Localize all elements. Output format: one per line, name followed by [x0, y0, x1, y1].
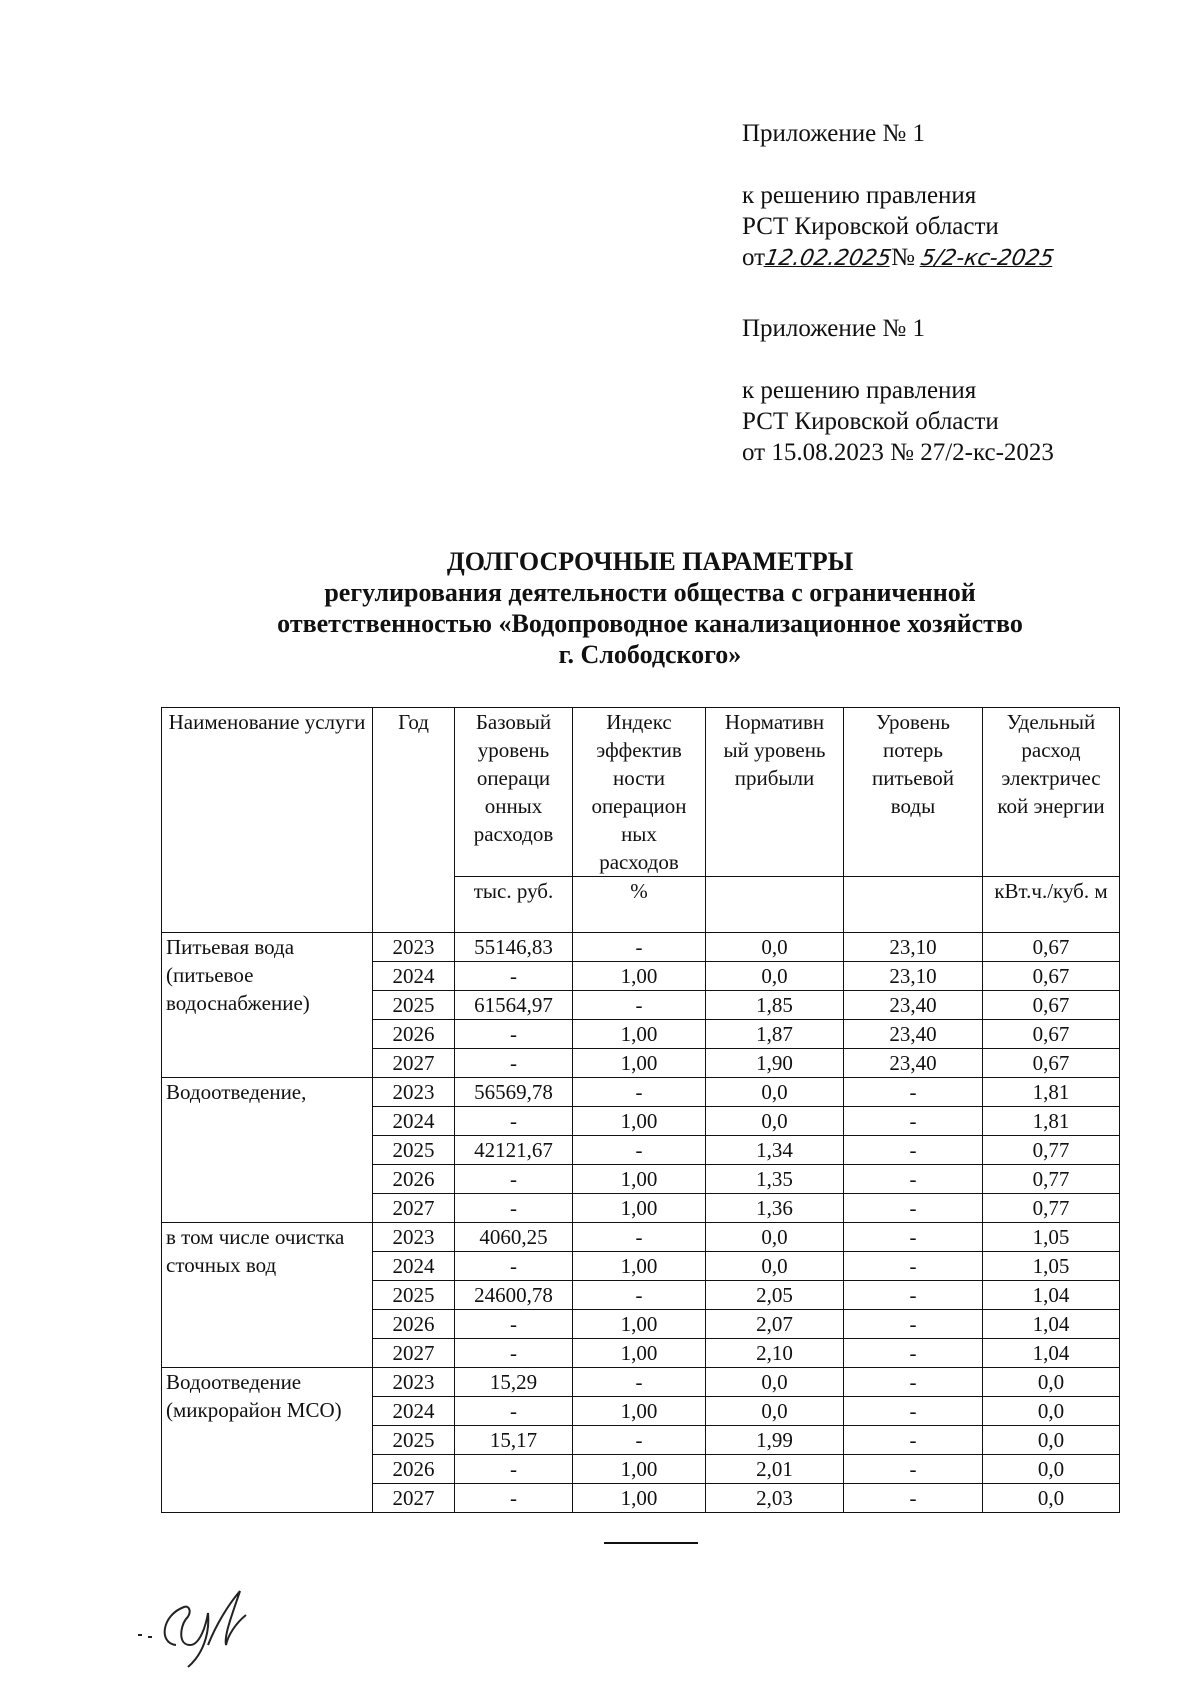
profit-cell: 0,0 [706, 1252, 844, 1281]
index-cell: - [573, 1426, 706, 1455]
energy-cell: 0,0 [983, 1484, 1120, 1513]
profit-cell: 0,0 [706, 1368, 844, 1397]
appendix-current-title: Приложение № 1 [742, 120, 926, 147]
index-cell: - [573, 1368, 706, 1397]
index-cell: 1,00 [573, 1049, 706, 1078]
losses-cell: - [844, 1223, 983, 1252]
year-cell: 2025 [373, 1281, 455, 1310]
profit-cell: 0,0 [706, 962, 844, 991]
year-cell: 2026 [373, 1455, 455, 1484]
profit-cell: 1,99 [706, 1426, 844, 1455]
profit-cell: 1,90 [706, 1049, 844, 1078]
handwritten-date: 12.02.2025 [762, 246, 894, 271]
profit-cell: 0,0 [706, 1397, 844, 1426]
losses-cell: 23,40 [844, 991, 983, 1020]
energy-cell: 0,0 [983, 1455, 1120, 1484]
losses-cell: - [844, 1107, 983, 1136]
header-energy-consumption: Удельный расход электричес кой энергии [983, 708, 1120, 877]
year-cell: 2026 [373, 1165, 455, 1194]
profit-cell: 2,10 [706, 1339, 844, 1368]
base-cell: 24600,78 [455, 1281, 573, 1310]
base-cell: - [455, 962, 573, 991]
appendix-previous-title: Приложение № 1 [742, 315, 926, 342]
appendix-current-line1: к решению правления [742, 182, 977, 209]
losses-cell: 23,10 [844, 962, 983, 991]
losses-cell: - [844, 1310, 983, 1339]
parameters-table [161, 707, 1120, 1513]
profit-cell: 2,01 [706, 1455, 844, 1484]
year-cell: 2023 [373, 933, 455, 962]
heading-line1: ДОЛГОСРОЧНЫЕ ПАРАМЕТРЫ [446, 547, 854, 576]
heading-line4: г. Слободского» [558, 640, 742, 669]
document-heading [150, 546, 1150, 670]
base-cell: - [455, 1165, 573, 1194]
losses-cell: - [844, 1426, 983, 1455]
energy-cell: 0,77 [983, 1194, 1120, 1223]
base-cell: 42121,67 [455, 1136, 573, 1165]
year-cell: 2025 [373, 991, 455, 1020]
service-name-cell: Водоотведение, [162, 1078, 373, 1223]
losses-cell: - [844, 1397, 983, 1426]
energy-cell: 0,67 [983, 933, 1120, 962]
losses-cell: 23,40 [844, 1020, 983, 1049]
unit-energy-consumption: кВт.ч./куб. м [983, 877, 1120, 933]
losses-cell: - [844, 1368, 983, 1397]
end-divider [604, 1542, 698, 1544]
year-cell: 2023 [373, 1078, 455, 1107]
index-cell: 1,00 [573, 1252, 706, 1281]
losses-cell: - [844, 1455, 983, 1484]
service-name-cell: Питьевая вода (питьевое водоснабжение) [162, 933, 373, 1078]
year-cell: 2027 [373, 1484, 455, 1513]
energy-cell: 0,67 [983, 991, 1120, 1020]
base-cell: - [455, 1310, 573, 1339]
heading-line3: ответственностью «Водопроводное канализационное хозяйство [277, 609, 1023, 638]
year-cell: 2026 [373, 1310, 455, 1339]
appendix-previous-line3: от 15.08.2023 № 27/2-кс-2023 [742, 439, 1054, 466]
base-cell: - [455, 1397, 573, 1426]
header-service: Наименование услуги [162, 708, 373, 933]
table-row [162, 933, 1120, 962]
profit-cell: 1,35 [706, 1165, 844, 1194]
header-base-opex: Базовый уровень операци онных расходов [455, 708, 573, 877]
base-cell: 61564,97 [455, 991, 573, 1020]
year-cell: 2024 [373, 962, 455, 991]
index-cell: 1,00 [573, 962, 706, 991]
year-cell: 2025 [373, 1136, 455, 1165]
index-cell: 1,00 [573, 1397, 706, 1426]
base-cell: - [455, 1455, 573, 1484]
profit-cell: 1,87 [706, 1020, 844, 1049]
index-cell: 1,00 [573, 1020, 706, 1049]
header-water-losses: Уровень потерь питьевой воды [844, 708, 983, 877]
index-cell: 1,00 [573, 1310, 706, 1339]
base-cell: 15,17 [455, 1426, 573, 1455]
energy-cell: 1,05 [983, 1223, 1120, 1252]
number-prefix: № [891, 244, 915, 271]
energy-cell: 1,04 [983, 1310, 1120, 1339]
energy-cell: 1,81 [983, 1078, 1120, 1107]
handwritten-number: 5/2-кс-2025 [918, 246, 1057, 271]
base-cell: 55146,83 [455, 933, 573, 962]
base-cell: - [455, 1194, 573, 1223]
index-cell: - [573, 933, 706, 962]
appendix-previous-line2: РСТ Кировской области [742, 408, 999, 435]
unit-efficiency-index: % [573, 877, 706, 933]
losses-cell: - [844, 1078, 983, 1107]
appendix-previous [742, 313, 1054, 468]
date-prefix: от [742, 244, 766, 271]
year-cell: 2023 [373, 1223, 455, 1252]
energy-cell: 1,04 [983, 1339, 1120, 1368]
year-cell: 2024 [373, 1252, 455, 1281]
profit-cell: 0,0 [706, 1223, 844, 1252]
base-cell: - [455, 1049, 573, 1078]
table-row [162, 1368, 1120, 1397]
losses-cell: - [844, 1136, 983, 1165]
service-name-cell: Водоотведение (микрорайон МСО) [162, 1368, 373, 1513]
losses-cell: 23,40 [844, 1049, 983, 1078]
index-cell: - [573, 1281, 706, 1310]
base-cell: 56569,78 [455, 1078, 573, 1107]
energy-cell: 1,04 [983, 1281, 1120, 1310]
index-cell: 1,00 [573, 1194, 706, 1223]
index-cell: 1,00 [573, 1107, 706, 1136]
table-row [162, 1223, 1120, 1252]
appendix-current [742, 118, 1057, 274]
profit-cell: 2,03 [706, 1484, 844, 1513]
unit-base-opex: тыс. руб. [455, 877, 573, 933]
appendix-current-line2: РСТ Кировской области [742, 213, 999, 240]
losses-cell: 23,10 [844, 933, 983, 962]
index-cell: - [573, 1078, 706, 1107]
energy-cell: 0,77 [983, 1136, 1120, 1165]
profit-cell: 1,36 [706, 1194, 844, 1223]
energy-cell: 0,67 [983, 962, 1120, 991]
profit-cell: 2,07 [706, 1310, 844, 1339]
base-cell: - [455, 1484, 573, 1513]
heading-line2: регулирования деятельности общества с ограниченной [324, 578, 976, 607]
header-profit-level: Нормативн ый уровень прибыли [706, 708, 844, 877]
energy-cell: 1,05 [983, 1252, 1120, 1281]
appendix-current-date-line [742, 242, 1057, 274]
profit-cell: 1,85 [706, 991, 844, 1020]
profit-cell: 0,0 [706, 933, 844, 962]
year-cell: 2024 [373, 1397, 455, 1426]
base-cell: 4060,25 [455, 1223, 573, 1252]
base-cell: - [455, 1339, 573, 1368]
year-cell: 2027 [373, 1049, 455, 1078]
energy-cell: 0,0 [983, 1368, 1120, 1397]
profit-cell: 2,05 [706, 1281, 844, 1310]
service-name-cell: в том числе очистка сточных вод [162, 1223, 373, 1368]
energy-cell: 1,81 [983, 1107, 1120, 1136]
index-cell: 1,00 [573, 1484, 706, 1513]
year-cell: 2023 [373, 1368, 455, 1397]
index-cell: - [573, 991, 706, 1020]
index-cell: - [573, 1136, 706, 1165]
losses-cell: - [844, 1339, 983, 1368]
profit-cell: 0,0 [706, 1107, 844, 1136]
base-cell: - [455, 1107, 573, 1136]
energy-cell: 0,77 [983, 1165, 1120, 1194]
year-cell: 2027 [373, 1194, 455, 1223]
appendix-previous-line1: к решению правления [742, 377, 977, 404]
index-cell: 1,00 [573, 1165, 706, 1194]
losses-cell: - [844, 1252, 983, 1281]
index-cell: 1,00 [573, 1339, 706, 1368]
header-year: Год [373, 708, 455, 933]
base-cell: 15,29 [455, 1368, 573, 1397]
table-row [162, 1078, 1120, 1107]
losses-cell: - [844, 1484, 983, 1513]
losses-cell: - [844, 1281, 983, 1310]
unit-water-losses [844, 877, 983, 933]
energy-cell: 0,67 [983, 1020, 1120, 1049]
base-cell: - [455, 1252, 573, 1281]
profit-cell: 1,34 [706, 1136, 844, 1165]
index-cell: - [573, 1223, 706, 1252]
energy-cell: 0,0 [983, 1426, 1120, 1455]
year-cell: 2027 [373, 1339, 455, 1368]
handwritten-signature [128, 1585, 268, 1670]
energy-cell: 0,67 [983, 1049, 1120, 1078]
year-cell: 2026 [373, 1020, 455, 1049]
year-cell: 2025 [373, 1426, 455, 1455]
unit-profit-level [706, 877, 844, 933]
header-efficiency-index: Индекс эффектив ности операцион ных расходов [573, 708, 706, 877]
base-cell: - [455, 1020, 573, 1049]
index-cell: 1,00 [573, 1455, 706, 1484]
profit-cell: 0,0 [706, 1078, 844, 1107]
year-cell: 2024 [373, 1107, 455, 1136]
losses-cell: - [844, 1194, 983, 1223]
energy-cell: 0,0 [983, 1397, 1120, 1426]
losses-cell: - [844, 1165, 983, 1194]
table-body [162, 933, 1120, 1513]
